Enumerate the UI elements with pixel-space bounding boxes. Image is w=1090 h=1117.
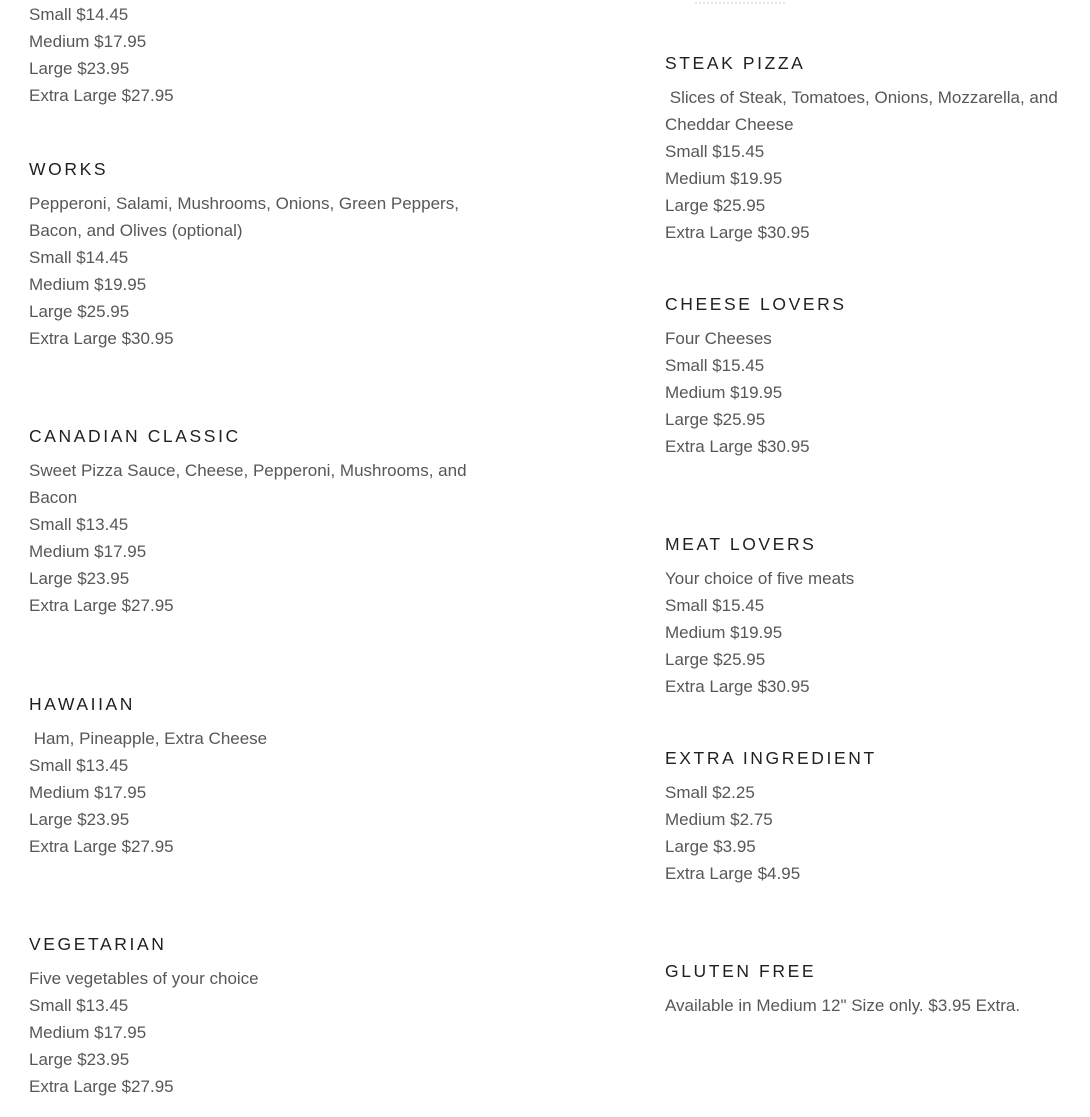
item-description: Ham, Pineapple, Extra Cheese xyxy=(29,729,268,748)
price-large: Large $25.95 xyxy=(29,302,130,321)
menu-item-canadian-classic xyxy=(29,425,472,619)
price-extra-large: Extra Large $30.95 xyxy=(29,329,174,348)
price-large: Large $23.95 xyxy=(29,1050,130,1069)
price-medium: Medium $19.95 xyxy=(665,169,783,188)
price-small: Small $14.45 xyxy=(29,5,129,24)
price-large: Large $23.95 xyxy=(29,810,130,829)
price-medium: Medium $19.95 xyxy=(29,275,147,294)
item-title: EXTRA INGREDIENT xyxy=(665,748,877,768)
menu-item-vegetarian xyxy=(29,933,469,1100)
price-small: Small $15.45 xyxy=(665,356,765,375)
price-small: Small $13.45 xyxy=(29,515,129,534)
price-medium: Medium $17.95 xyxy=(29,32,147,51)
price-extra-large: Extra Large $30.95 xyxy=(665,223,810,242)
price-extra-large: Extra Large $27.95 xyxy=(29,1077,174,1096)
price-small: Small $2.25 xyxy=(665,783,755,802)
item-title: VEGETARIAN xyxy=(29,934,167,954)
price-medium: Medium $17.95 xyxy=(29,542,147,561)
menu-item-fragment xyxy=(29,1,469,109)
price-large: Large $25.95 xyxy=(665,196,766,215)
price-extra-large: Extra Large $27.95 xyxy=(29,837,174,856)
price-medium: Medium $19.95 xyxy=(665,623,783,642)
price-extra-large: Extra Large $4.95 xyxy=(665,864,801,883)
item-title: STEAK PIZZA xyxy=(665,53,806,73)
price-medium: Medium $17.95 xyxy=(29,783,147,802)
item-title: GLUTEN FREE xyxy=(665,961,817,981)
price-medium: Medium $2.75 xyxy=(665,810,773,829)
price-extra-large: Extra Large $27.95 xyxy=(29,596,174,615)
item-title: WORKS xyxy=(29,159,109,179)
price-small: Small $15.45 xyxy=(665,142,765,161)
price-medium: Medium $17.95 xyxy=(29,1023,147,1042)
price-small: Small $13.45 xyxy=(29,996,129,1015)
item-title: HAWAIIAN xyxy=(29,694,136,714)
menu-item-steak-pizza xyxy=(665,52,1065,246)
item-description: Your choice of five meats xyxy=(665,569,855,588)
cut-off-content-fragment xyxy=(695,0,785,4)
menu-item-works xyxy=(29,158,469,352)
menu-item-extra-ingredient xyxy=(665,747,1065,887)
price-small: Small $14.45 xyxy=(29,248,129,267)
price-large: Large $23.95 xyxy=(29,59,130,78)
price-extra-large: Extra Large $27.95 xyxy=(29,86,174,105)
item-title: CANADIAN CLASSIC xyxy=(29,426,241,446)
price-large: Large $25.95 xyxy=(665,650,766,669)
item-description: Available in Medium 12" Size only. $3.95 Extra. xyxy=(665,996,1021,1015)
price-extra-large: Extra Large $30.95 xyxy=(665,437,810,456)
item-title: MEAT LOVERS xyxy=(665,534,817,554)
item-description: Sweet Pizza Sauce, Cheese, Pepperoni, Mushrooms, and Bacon xyxy=(29,461,472,507)
menu-item-gluten-free xyxy=(665,960,1065,1019)
price-medium: Medium $19.95 xyxy=(665,383,783,402)
menu-item-hawaiian xyxy=(29,693,469,860)
price-large: Large $3.95 xyxy=(665,837,756,856)
price-small: Small $15.45 xyxy=(665,596,765,615)
price-extra-large: Extra Large $30.95 xyxy=(665,677,810,696)
menu-item-cheese-lovers xyxy=(665,293,1065,460)
item-description: Five vegetables of your choice xyxy=(29,969,259,988)
item-description: Pepperoni, Salami, Mushrooms, Onions, Green Peppers, Bacon, and Olives (optional) xyxy=(29,194,464,240)
price-large: Large $25.95 xyxy=(665,410,766,429)
price-small: Small $13.45 xyxy=(29,756,129,775)
menu-item-meat-lovers xyxy=(665,533,1065,700)
item-title: CHEESE LOVERS xyxy=(665,294,847,314)
item-description: Four Cheeses xyxy=(665,329,772,348)
price-large: Large $23.95 xyxy=(29,569,130,588)
item-description: Slices of Steak, Tomatoes, Onions, Mozzarella, and Cheddar Cheese xyxy=(665,88,1063,134)
